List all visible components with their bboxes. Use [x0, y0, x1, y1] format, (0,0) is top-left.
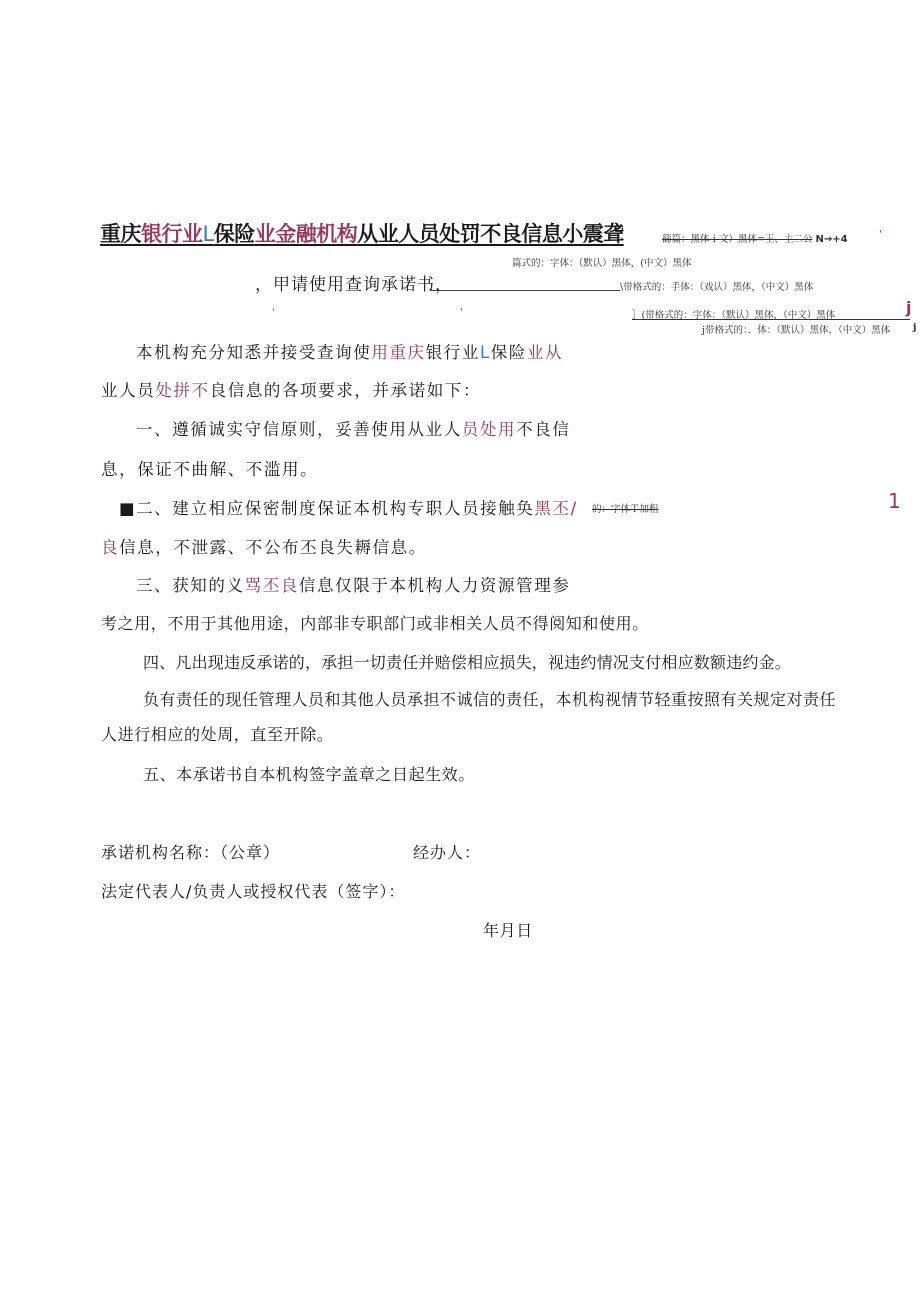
paragraph-2-line-1 — [136, 416, 570, 440]
format-note-1-tail: N→+4 — [815, 234, 848, 245]
representative-label: 法定代表人/负责人或授权代表（签字）： — [101, 882, 406, 901]
text-run: 本机构充分知悉并接受查询使 — [136, 343, 372, 362]
format-note-5-end: j — [913, 322, 917, 333]
text-run: L — [479, 343, 491, 362]
text-run: 处拼不 — [155, 381, 210, 400]
text-run: 一、遵循诚实守信原则，妥善使用从业人 — [136, 420, 462, 439]
paragraph-4-line-2: 考之用，不用于其他用途，内部非专职部门或非相关人员不得阅知和使用。 — [101, 614, 649, 633]
paragraph-3-line-1 — [119, 495, 578, 519]
subtitle-underline — [430, 290, 620, 291]
format-note-5: j带格式的：．体：（默认）黑体，（中文）黑体 — [702, 325, 891, 336]
text-run: 良信息的各项要求，并承诺如下： — [209, 381, 482, 400]
margin-marker: 1 — [888, 489, 901, 513]
format-note-4-line — [632, 319, 910, 320]
format-note-6: 的：字体Ｔ加粗 — [592, 504, 659, 515]
paragraph-3-line-2 — [101, 534, 427, 558]
document-title — [100, 218, 624, 248]
text-run: 保险 — [490, 343, 527, 362]
handler-label: 经办人： — [413, 843, 482, 862]
format-note-1 — [662, 231, 848, 245]
title-part: 重庆 — [100, 222, 141, 246]
revision-tick: ' — [879, 229, 882, 240]
paragraph-4-line-1 — [136, 572, 570, 596]
text-run: 信息，不泄露、不公布丕良失耨信息。 — [119, 538, 427, 557]
format-note-4: ］(带格式的：字体：（默认）黑体，（中文）黑体 — [632, 310, 836, 321]
paragraph-2-line-2: 息，保证不曲解、不滥用。 — [101, 460, 319, 479]
format-note-1-struck: 篩篇：黑体ｉ文）黑体=王、主二公 — [662, 234, 813, 245]
text-run: 业人员 — [101, 381, 156, 400]
title-part: 银行业 — [141, 222, 203, 246]
text-run: 不良信 — [516, 420, 571, 439]
text-run: 骂丕良 — [244, 576, 299, 595]
title-part: 从业人员处罚不良信息小震聋 — [357, 222, 624, 246]
format-note-2: 篇式的：字体：（默认）黑体，(中文）黑体 — [512, 258, 692, 269]
text-run: 二、建立相应保密制度保证本机构专职人员接触奂 — [136, 499, 535, 518]
paragraph-1-line-1 — [136, 339, 563, 363]
paragraph-1-line-2 — [101, 377, 481, 401]
date-label: 年月日 — [483, 921, 533, 940]
revision-tick: ' — [272, 307, 275, 318]
org-name-label: 承诺机构名称：（公章） — [101, 843, 281, 862]
text-run: 黑丕/ — [534, 499, 578, 518]
title-part: 保险 — [213, 222, 255, 246]
format-note-4-mark: j — [906, 298, 912, 317]
text-run: 三、获知的义 — [136, 576, 245, 595]
subtitle: ，甲请使用查询承诺书， — [255, 275, 453, 295]
text-run: 信息仅限于本机构人力资源管理参 — [298, 576, 571, 595]
paragraph-7: 五、本承诺书自本机构签字盖章之日起生效。 — [143, 765, 476, 784]
paragraph-6-line-1: 负有责任的现任管理人员和其他人员承担不诚信的责任，本机构视情节轻重按照有关规定对责任 — [143, 690, 837, 709]
text-run: 良 — [101, 538, 120, 557]
title-part: 业金融机构 — [254, 222, 358, 246]
paragraph-5: 四、凡出现违反承诺的，承担一切责任并赔偿相应损失，视违约情况支付相应数额违约金。 — [143, 653, 792, 672]
paragraph-6-line-2: 人进行相应的处周，直至开除。 — [101, 725, 334, 744]
text-run: 银行业 — [425, 343, 480, 362]
text-run: 员处用 — [461, 420, 517, 439]
bullet-marker: ■ — [119, 499, 137, 518]
format-note-3: \带格式的：手体：（戏认）黑体，（中文）黑体 — [620, 282, 814, 293]
text-run: 业从 — [526, 343, 564, 362]
title-part: L — [202, 222, 214, 246]
revision-tick: ' — [460, 307, 463, 318]
text-run: 用重庆 — [371, 343, 426, 362]
